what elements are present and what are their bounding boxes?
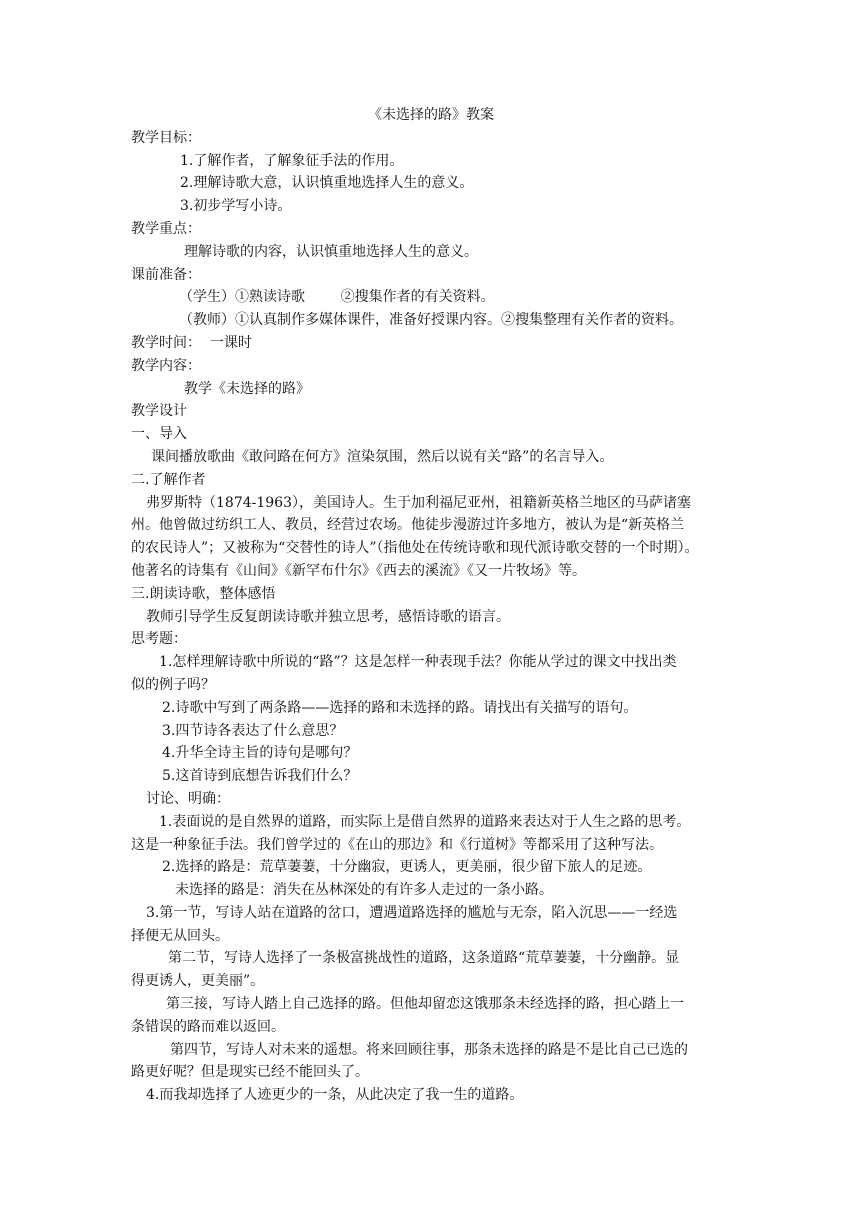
lesson-plan-document <box>131 104 731 1107</box>
answer-item: 第二节，写诗人选择了一条极富挑战性的道路，这条道路“荒草萋萋，十分幽静。显 <box>168 950 680 967</box>
section-paragraph: 课间播放歌曲《敢问路在何方》渲染氛围，然后以说有关“路”的名言导入。 <box>151 448 614 465</box>
key-text: 理解诗歌的内容，认识慎重地选择人生的意义。 <box>184 243 478 260</box>
answer-item: 得更诱人，更美丽”。 <box>131 973 265 990</box>
question-item: 3.四节诗各表达了什么意思？ <box>162 722 344 739</box>
answer-item: 第四节，写诗人对未来的遥想。将来回顾往事，那条未选择的路是不是比自己已选的 <box>170 1041 688 1058</box>
design-heading: 教学设计 <box>131 403 187 420</box>
document-title: 《未选择的路》教案 <box>368 107 494 123</box>
answer-item: 这是一种象征手法。我们曾学过的《在山的那边》和《行道树》等都采用了这种写法。 <box>131 836 663 853</box>
answer-item: 2.选择的路是：荒草萋萋，十分幽寂，更诱人，更美丽，很少留下旅人的足迹。 <box>162 859 652 876</box>
answer-item: 未选择的路是：消失在丛林深处的有许多人走过的一条小路。 <box>175 882 553 899</box>
key-heading: 教学重点： <box>131 220 201 237</box>
section-heading: 二.了解作者 <box>131 471 206 488</box>
section-paragraph: 弗罗斯特（1874-1963），美国诗人。生于加利福尼亚州，祖籍新英格兰地区的马萨诸塞 <box>146 494 691 511</box>
question-item: 似的例子吗？ <box>131 676 215 693</box>
section-paragraph: 州。他曾做过纺织工人、教员，经营过农场。他徒步漫游过许多地方，被认为是“新英格兰 <box>131 517 685 534</box>
teaching-time: 教学时间： 一课时 <box>131 334 252 351</box>
prep-teacher: （教师）①认真制作多媒体课件，准备好授课内容。②搜集整理有关作者的资料。 <box>179 312 683 329</box>
section-heading: 一、导入 <box>131 426 187 443</box>
answer-item: 1.表面说的是自然界的道路，而实际上是借自然界的道路来表达对于人生之路的思考。 <box>159 813 691 830</box>
prep-student: （学生）①熟读诗歌 ②搜集作者的有关资料。 <box>179 289 495 306</box>
goals-heading: 教学目标： <box>131 129 201 146</box>
section-paragraph: 教师引导学生反复朗读诗歌并独立思考，感悟诗歌的语言。 <box>146 608 510 625</box>
question-item: 1.怎样理解诗歌中所说的“路”？这是怎样一种表现手法？你能从学过的课文中找出类 <box>159 654 677 671</box>
answer-item: 择便无从回头。 <box>131 927 229 944</box>
question-item: 4.升华全诗主旨的诗句是哪句？ <box>162 745 358 762</box>
question-item: 2.诗歌中写到了两条路——选择的路和未选择的路。请找出有关描写的语句。 <box>162 699 638 716</box>
goal-item: 2.理解诗歌大意，认识慎重地选择人生的意义。 <box>180 175 474 192</box>
prep-heading: 课前准备： <box>131 266 201 283</box>
content-heading: 教学内容： <box>131 357 201 374</box>
goal-item: 3.初步学写小诗。 <box>180 198 292 215</box>
answer-item: 第三接，写诗人踏上自己选择的路。但他却留恋这饿那条未经选择的路，担心踏上一 <box>166 996 684 1013</box>
answer-item: 4.而我却选择了人迹更少的一条，从此决定了我一生的道路。 <box>146 1087 524 1104</box>
answer-item: 条错误的路而难以返回。 <box>131 1018 285 1035</box>
discussion-heading: 讨论、明确： <box>146 790 230 807</box>
section-paragraph: 的农民诗人”；又被称为“交替性的诗人”（指他处在传统诗歌和现代派诗歌交替的一个时期）。 <box>131 540 699 557</box>
question-item: 5.这首诗到底想告诉我们什么？ <box>162 768 358 785</box>
content-text: 教学《未选择的路》 <box>184 380 310 397</box>
section-heading: 三.朗读诗歌，整体感悟 <box>131 585 276 602</box>
answer-item: 路更好呢？但是现实已经不能回头了。 <box>131 1064 369 1081</box>
goal-item: 1.了解作者，了解象征手法的作用。 <box>180 152 404 169</box>
questions-heading: 思考题： <box>131 631 187 648</box>
answer-item: 3.第一节，写诗人站在道路的岔口，遭遇道路选择的尴尬与无奈，陷入沉思——一经选 <box>146 904 678 921</box>
section-paragraph: 他著名的诗集有《山间》《新罕布什尔》《西去的溪流》《又一片牧场》等。 <box>131 562 586 579</box>
